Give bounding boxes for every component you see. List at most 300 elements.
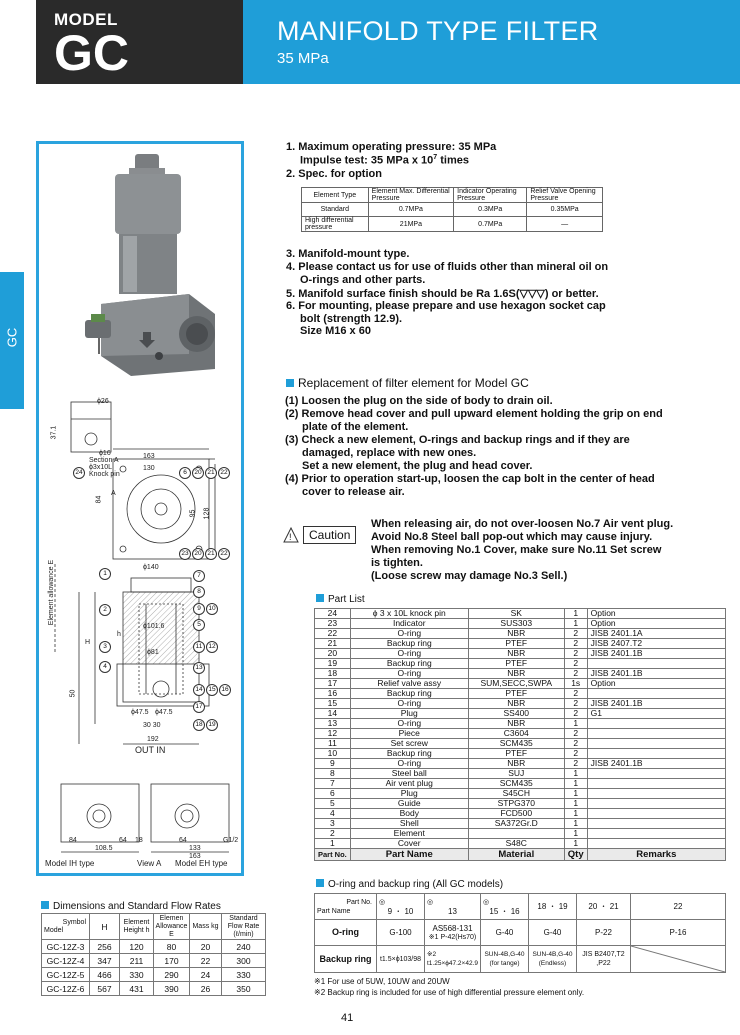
callout-3: 3 <box>99 641 111 653</box>
parts-row <box>315 679 726 689</box>
oring-header-row <box>315 894 726 920</box>
parts-cell: NBR <box>468 719 564 729</box>
parts-header-row <box>315 849 726 861</box>
dim-3030: 30 30 <box>143 722 161 729</box>
opt-h-2: Indicator Operating Pressure <box>454 188 527 203</box>
oring-cell: P-22 <box>577 920 631 946</box>
caution-line-1: When releasing air, do not over-loosen No.7 Air vent plug. <box>371 518 674 530</box>
callout-7: 7 <box>193 570 205 582</box>
backup-cell-value: t1.25×ϕ47.2×42.9 <box>427 960 478 967</box>
parts-cell: 1 <box>564 619 587 629</box>
view-a-mark: A <box>111 490 116 497</box>
parts-cell: O-ring <box>350 629 468 639</box>
backup-cell-b: (Endless) <box>538 960 567 967</box>
parts-cell: 2 <box>564 709 587 719</box>
dims-h-mass: Mass kg <box>190 914 222 940</box>
parts-cell: JISB 2401.1B <box>587 699 725 709</box>
parts-row <box>315 799 726 809</box>
callout-1: 1 <box>99 568 111 580</box>
parts-row <box>315 659 726 669</box>
dim-37: 37.1 <box>50 425 58 440</box>
parts-cell: Element <box>350 829 468 839</box>
dims-h-eh: Element Height h <box>120 914 154 940</box>
parts-cell: 22 <box>315 629 351 639</box>
parts-row <box>315 649 726 659</box>
page-subtitle: 35 MPa <box>277 50 329 67</box>
filter-drawing <box>39 144 241 873</box>
parts-cell: 2 <box>564 669 587 679</box>
parts-cell: PTEF <box>468 749 564 759</box>
model-code: GC <box>54 25 129 81</box>
dim-95: 95 <box>189 509 197 518</box>
parts-cell: 17 <box>315 679 351 689</box>
parts-cell: NBR <box>468 649 564 659</box>
parts-cell: O-ring <box>350 699 468 709</box>
parts-cell: Steel ball <box>350 769 468 779</box>
parts-cell: NBR <box>468 669 564 679</box>
dim-84: 84 <box>95 495 103 504</box>
caution-line-2: Avoid No.8 Steel ball pop-out which may cause injury. <box>371 531 653 543</box>
model-label: MODEL <box>54 10 118 29</box>
dims-cell: 390 <box>154 982 190 996</box>
oring-cell-b: ※1 P-42(Hs70) <box>428 933 477 941</box>
backup-cell <box>425 946 481 973</box>
g12-label: G1/2 <box>223 837 239 844</box>
dims-cell: 466 <box>90 968 120 982</box>
spec-6a: 6. For mounting, please prepare and use hexagon socket cap <box>286 300 606 312</box>
parts-cell: Air vent plug <box>350 779 468 789</box>
opt-cell: — <box>527 217 603 232</box>
parts-cell: 1 <box>564 819 587 829</box>
oring-row <box>315 920 726 946</box>
filter-photo <box>85 154 215 376</box>
parts-cell: 24 <box>315 609 351 619</box>
oring-row-label: O-ring <box>315 920 377 946</box>
dims-h-ea: Elemen Allowance E <box>154 914 190 940</box>
oring-corner <box>315 894 377 920</box>
oring-corner-bottom: Part Name <box>317 907 351 915</box>
page-number: 41 <box>341 1012 354 1024</box>
parts-cell: 21 <box>315 639 351 649</box>
dims-cell: GC-12Z-3 <box>42 940 90 954</box>
dims-cell: 22 <box>190 954 222 968</box>
repl-4b: cover to release air. <box>302 486 405 498</box>
out-in-label: OUT IN <box>135 745 166 755</box>
callout-19: 19 <box>206 719 218 731</box>
parts-cell: C3604 <box>468 729 564 739</box>
parts-cell: 1 <box>315 839 351 849</box>
parts-cell: JISB 2401.1B <box>587 649 725 659</box>
spec-1b-text: Impulse test: 35 MPa x 10 <box>300 154 434 167</box>
parts-cell: 23 <box>315 619 351 629</box>
backup-row-label: Backup ring <box>315 946 377 973</box>
spec-2: 2. Spec. for option <box>286 168 382 180</box>
parts-cell: 1 <box>564 839 587 849</box>
parts-cell: 1 <box>564 779 587 789</box>
dim-140: ϕ140 <box>143 564 159 571</box>
parts-row <box>315 669 726 679</box>
parts-cell <box>587 739 725 749</box>
dims-cell: 300 <box>222 954 266 968</box>
opt-cell: Standard <box>302 203 369 217</box>
parts-cell: Option <box>587 679 725 689</box>
dims-corner <box>42 914 90 940</box>
parts-cell: Backup ring <box>350 689 468 699</box>
spec-4a: 4. Please contact us for use of fluids other than mineral oil on <box>286 261 609 273</box>
oring-mark-icon: ◎ <box>427 898 434 906</box>
parts-cell: O-ring <box>350 719 468 729</box>
dim-163b: 163 <box>189 853 201 860</box>
diagonal-line-svg <box>631 946 725 972</box>
oring-col-2-label: 15 ・ 16 <box>489 906 520 916</box>
opt-h-0: Element Type <box>302 188 369 203</box>
parts-cell: 16 <box>315 689 351 699</box>
option-table <box>301 187 603 232</box>
callout-4: 4 <box>99 661 111 673</box>
parts-cell: STPG370 <box>468 799 564 809</box>
oring-cell <box>425 920 481 946</box>
dim-84b: 84 <box>69 837 77 844</box>
spec-1b-tail: times <box>437 154 469 167</box>
dims-cell: 170 <box>154 954 190 968</box>
oring-col-4: 20 ・ 21 <box>577 894 631 920</box>
oring-col-2 <box>481 894 529 920</box>
opt-cell: 0.3MPa <box>454 203 527 217</box>
oring-cell: P-16 <box>631 920 726 946</box>
parts-row <box>315 719 726 729</box>
dim-1016: ϕ101.6 <box>143 623 165 630</box>
oring-cell: G-100 <box>377 920 425 946</box>
dim-64: 64 <box>119 837 127 844</box>
parts-cell: 2 <box>564 749 587 759</box>
dims-h-flow: Standard Flow Rate (ℓ/min) <box>222 914 266 940</box>
backup-cell <box>529 946 577 973</box>
parts-cell: 1 <box>564 789 587 799</box>
parts-cell: 18 <box>315 669 351 679</box>
parts-cell: 2 <box>564 689 587 699</box>
oring-cell-a: AS568-131 <box>432 923 473 933</box>
dim-128: 128 <box>203 507 211 520</box>
callout-2: 2 <box>99 604 111 616</box>
dim-108: 108.5 <box>95 845 113 852</box>
parts-header-cell: Part No. <box>315 849 351 861</box>
footnote-2: ※2 Backup ring is included for use of high differential pressure element only. <box>314 988 585 997</box>
dim-192: 192 <box>147 736 159 743</box>
parts-cell: 2 <box>564 699 587 709</box>
dims-cell: 330 <box>222 968 266 982</box>
option-table-header <box>302 188 603 203</box>
parts-cell: G1 <box>587 709 725 719</box>
warning-symbol: ! <box>289 532 292 542</box>
caution-badge <box>283 526 361 544</box>
parts-row <box>315 819 726 829</box>
parts-cell: Guide <box>350 799 468 809</box>
parts-cell: O-ring <box>350 759 468 769</box>
dim-18: 18 <box>135 837 143 844</box>
parts-cell: 2 <box>564 729 587 739</box>
element-allowance-label: Element allowance E <box>48 559 56 626</box>
parts-header-cell: Part Name <box>350 849 468 861</box>
parts-cell: Cover <box>350 839 468 849</box>
backup-cell-b: (for tange) <box>489 960 520 967</box>
oring-col-5: 22 <box>631 894 726 920</box>
parts-cell: PTEF <box>468 639 564 649</box>
dim-H: H <box>85 639 91 646</box>
parts-row <box>315 769 726 779</box>
dims-cell: GC-12Z-5 <box>42 968 90 982</box>
parts-cell: 20 <box>315 649 351 659</box>
parts-cell: Plug <box>350 789 468 799</box>
oring-col-3: 18 ・ 19 <box>529 894 577 920</box>
backup-cell-a: JIS B2407,T2 <box>582 951 625 958</box>
dims-cell: GC-12Z-4 <box>42 954 90 968</box>
parts-cell: SK <box>468 609 564 619</box>
parts-cell: JISB 2401.1A <box>587 629 725 639</box>
parts-cell: 2 <box>564 649 587 659</box>
side-tab <box>0 272 24 409</box>
callout-14: 14 <box>193 684 205 696</box>
parts-cell: 1 <box>564 609 587 619</box>
dims-cell: 567 <box>90 982 120 996</box>
title-header <box>243 0 740 84</box>
parts-row <box>315 759 726 769</box>
parts-row <box>315 809 726 819</box>
parts-row <box>315 729 726 739</box>
parts-cell: 2 <box>564 639 587 649</box>
square-bullet-icon <box>316 879 324 887</box>
parts-row <box>315 699 726 709</box>
repl-4a: (4) Prior to operation start-up, loosen the cap bolt in the center of head <box>285 473 655 485</box>
opt-cell: 0.35MPa <box>527 203 603 217</box>
parts-cell: NBR <box>468 759 564 769</box>
callout-21b: 21 <box>205 548 217 560</box>
parts-cell: SUM,SECC,SWPA <box>468 679 564 689</box>
parts-cell: FCD500 <box>468 809 564 819</box>
parts-cell <box>587 819 725 829</box>
parts-cell: 8 <box>315 769 351 779</box>
spec-5: 5. Manifold surface finish should be Ra 1.6S(▽▽▽) or better. <box>286 288 599 300</box>
dims-cell: 290 <box>154 968 190 982</box>
backup-cell-a: SUN-4B,G-40 <box>532 951 573 958</box>
dim-475a: ϕ47.5 <box>131 709 149 716</box>
parts-cell: Shell <box>350 819 468 829</box>
parts-cell <box>587 789 725 799</box>
dim-130: 130 <box>143 465 155 472</box>
parts-cell <box>587 799 725 809</box>
parts-cell: Set screw <box>350 739 468 749</box>
parts-cell: NBR <box>468 629 564 639</box>
parts-cell: SA372Gr.D <box>468 819 564 829</box>
callout-9: 9 <box>193 603 205 615</box>
dims-h-symbol: Symbol <box>62 918 86 926</box>
dims-table-body <box>42 940 266 996</box>
oring-table <box>314 893 726 973</box>
callout-20a: 20 <box>192 467 204 479</box>
parts-cell: 14 <box>315 709 351 719</box>
parts-cell: Plug <box>350 709 468 719</box>
callout-12: 12 <box>206 641 218 653</box>
callout-6: 6 <box>179 467 191 479</box>
parts-cell <box>587 689 725 699</box>
callout-13: 13 <box>193 662 205 674</box>
opt-cell: 0.7MPa <box>368 203 453 217</box>
parts-cell <box>587 809 725 819</box>
oring-col-0 <box>377 894 425 920</box>
parts-cell: Body <box>350 809 468 819</box>
parts-cell: Backup ring <box>350 659 468 669</box>
parts-row <box>315 639 726 649</box>
dim-64b: 64 <box>179 837 187 844</box>
dims-h-model: Model <box>44 926 64 934</box>
spec-1: 1. Maximum operating pressure: 35 MPa <box>286 141 497 153</box>
model-eh-label: Model EH type <box>175 859 228 868</box>
oring-cell: G-40 <box>529 920 577 946</box>
repl-3a: (3) Check a new element, O-rings and backup rings and if they are <box>285 434 630 446</box>
parts-cell: SS400 <box>468 709 564 719</box>
dims-cell: 120 <box>120 940 154 954</box>
parts-row <box>315 689 726 699</box>
parts-cell: 4 <box>315 809 351 819</box>
parts-row <box>315 629 726 639</box>
parts-cell: Piece <box>350 729 468 739</box>
parts-cell: 13 <box>315 719 351 729</box>
oring-col-0-label: 9 ・ 10 <box>387 906 414 916</box>
view-a-label: View A <box>137 859 162 868</box>
parts-cell: 15 <box>315 699 351 709</box>
parts-row <box>315 609 726 619</box>
parts-cell: NBR <box>468 699 564 709</box>
option-row <box>302 217 603 232</box>
footnote-1: ※1 For use of 5UW, 10UW and 20UW <box>314 977 450 986</box>
callout-23: 23 <box>179 548 191 560</box>
parts-cell: SUS303 <box>468 619 564 629</box>
dims-cell: GC-12Z-6 <box>42 982 90 996</box>
spec-6b: bolt (strength 12.9). <box>300 313 403 325</box>
model-header <box>36 0 243 84</box>
repl-2a: (2) Remove head cover and pull upward element holding the grip on end <box>285 408 663 420</box>
parts-cell: 10 <box>315 749 351 759</box>
parts-cell: Backup ring <box>350 749 468 759</box>
parts-cell <box>587 829 725 839</box>
backup-cell-b: ,P22 <box>596 960 611 967</box>
callout-22a: 22 <box>218 467 230 479</box>
oring-cell: G-40 <box>481 920 529 946</box>
parts-cell: 12 <box>315 729 351 739</box>
square-bullet-icon <box>41 901 49 909</box>
callout-18: 18 <box>193 719 205 731</box>
backup-cell <box>481 946 529 973</box>
dims-cell: 240 <box>222 940 266 954</box>
backup-cell-note: ※2 <box>427 951 437 958</box>
dims-header-row <box>42 914 266 940</box>
dims-title-text: Dimensions and Standard Flow Rates <box>53 901 221 912</box>
repl-1: (1) Loosen the plug on the side of body to drain oil. <box>285 395 553 407</box>
dims-row <box>42 954 266 968</box>
dims-cell: 26 <box>190 982 222 996</box>
parts-cell: Option <box>587 619 725 629</box>
parts-cell: PTEF <box>468 689 564 699</box>
parts-cell: 3 <box>315 819 351 829</box>
dims-cell: 431 <box>120 982 154 996</box>
oring-title <box>316 879 503 890</box>
caution-line-5: (Loose screw may damage No.3 Sell.) <box>371 570 568 582</box>
dim-475b: ϕ47.5 <box>155 709 173 716</box>
parts-cell: 11 <box>315 739 351 749</box>
parts-header-cell: Material <box>468 849 564 861</box>
parts-cell: 6 <box>315 789 351 799</box>
parts-cell: Backup ring <box>350 639 468 649</box>
side-tab-label: GC <box>4 327 20 348</box>
opt-cell: 0.7MPa <box>454 217 527 232</box>
dims-title <box>41 901 221 912</box>
parts-header-cell: Remarks <box>587 849 725 861</box>
oring-title-text: O-ring and backup ring (All GC models) <box>328 879 504 890</box>
spec-1b-sup: 7 <box>433 154 438 161</box>
parts-row <box>315 619 726 629</box>
dims-cell: 80 <box>154 940 190 954</box>
callout-21a: 21 <box>205 467 217 479</box>
knock-label: ϕ3x10L <box>89 464 112 471</box>
parts-cell: 1 <box>564 809 587 819</box>
opt-h-3: Relief Valve Opening Pressure <box>527 188 603 203</box>
spec-3: 3. Manifold-mount type. <box>286 248 410 260</box>
replacement-title <box>286 376 529 390</box>
square-bullet-icon <box>316 594 324 602</box>
callout-5: 5 <box>193 619 205 631</box>
oring-col-1-label: 13 <box>448 906 457 916</box>
callout-16: 16 <box>219 684 231 696</box>
parts-cell: JISB 2401.1B <box>587 669 725 679</box>
parts-cell: 1 <box>564 769 587 779</box>
parts-row <box>315 839 726 849</box>
parts-cell: S45CH <box>468 789 564 799</box>
parts-table-body <box>315 609 726 861</box>
parts-cell: 1 <box>564 829 587 839</box>
parts-cell <box>587 729 725 739</box>
parts-cell <box>587 719 725 729</box>
dim-133: 133 <box>189 845 201 852</box>
repl-3c: Set a new element, the plug and head cover. <box>302 460 533 472</box>
dims-h-H: H <box>90 914 120 940</box>
dims-cell: 330 <box>120 968 154 982</box>
callout-8: 8 <box>193 586 205 598</box>
parts-cell: 5 <box>315 799 351 809</box>
dims-cell: 24 <box>190 968 222 982</box>
dims-cell: 211 <box>120 954 154 968</box>
parts-row <box>315 789 726 799</box>
dim-163: 163 <box>143 453 155 460</box>
page-title: MANIFOLD TYPE FILTER <box>277 16 599 46</box>
spec-1b <box>300 154 469 167</box>
parts-cell: JISB 2407.T2 <box>587 639 725 649</box>
parts-cell: 9 <box>315 759 351 769</box>
repl-3b: damaged, replace with new ones. <box>302 447 477 459</box>
parts-cell: 1 <box>564 799 587 809</box>
dim-50: 50 <box>69 689 77 698</box>
parts-row <box>315 779 726 789</box>
backup-cell-empty <box>631 946 726 973</box>
parts-row <box>315 829 726 839</box>
parts-cell: O-ring <box>350 669 468 679</box>
parts-cell: 1 <box>564 719 587 729</box>
parts-title-text: Part List <box>328 594 365 605</box>
parts-cell <box>587 779 725 789</box>
parts-cell: PTEF <box>468 659 564 669</box>
parts-title <box>316 594 365 605</box>
warning-triangle-icon <box>283 527 299 543</box>
parts-cell: 7 <box>315 779 351 789</box>
option-row <box>302 203 603 217</box>
